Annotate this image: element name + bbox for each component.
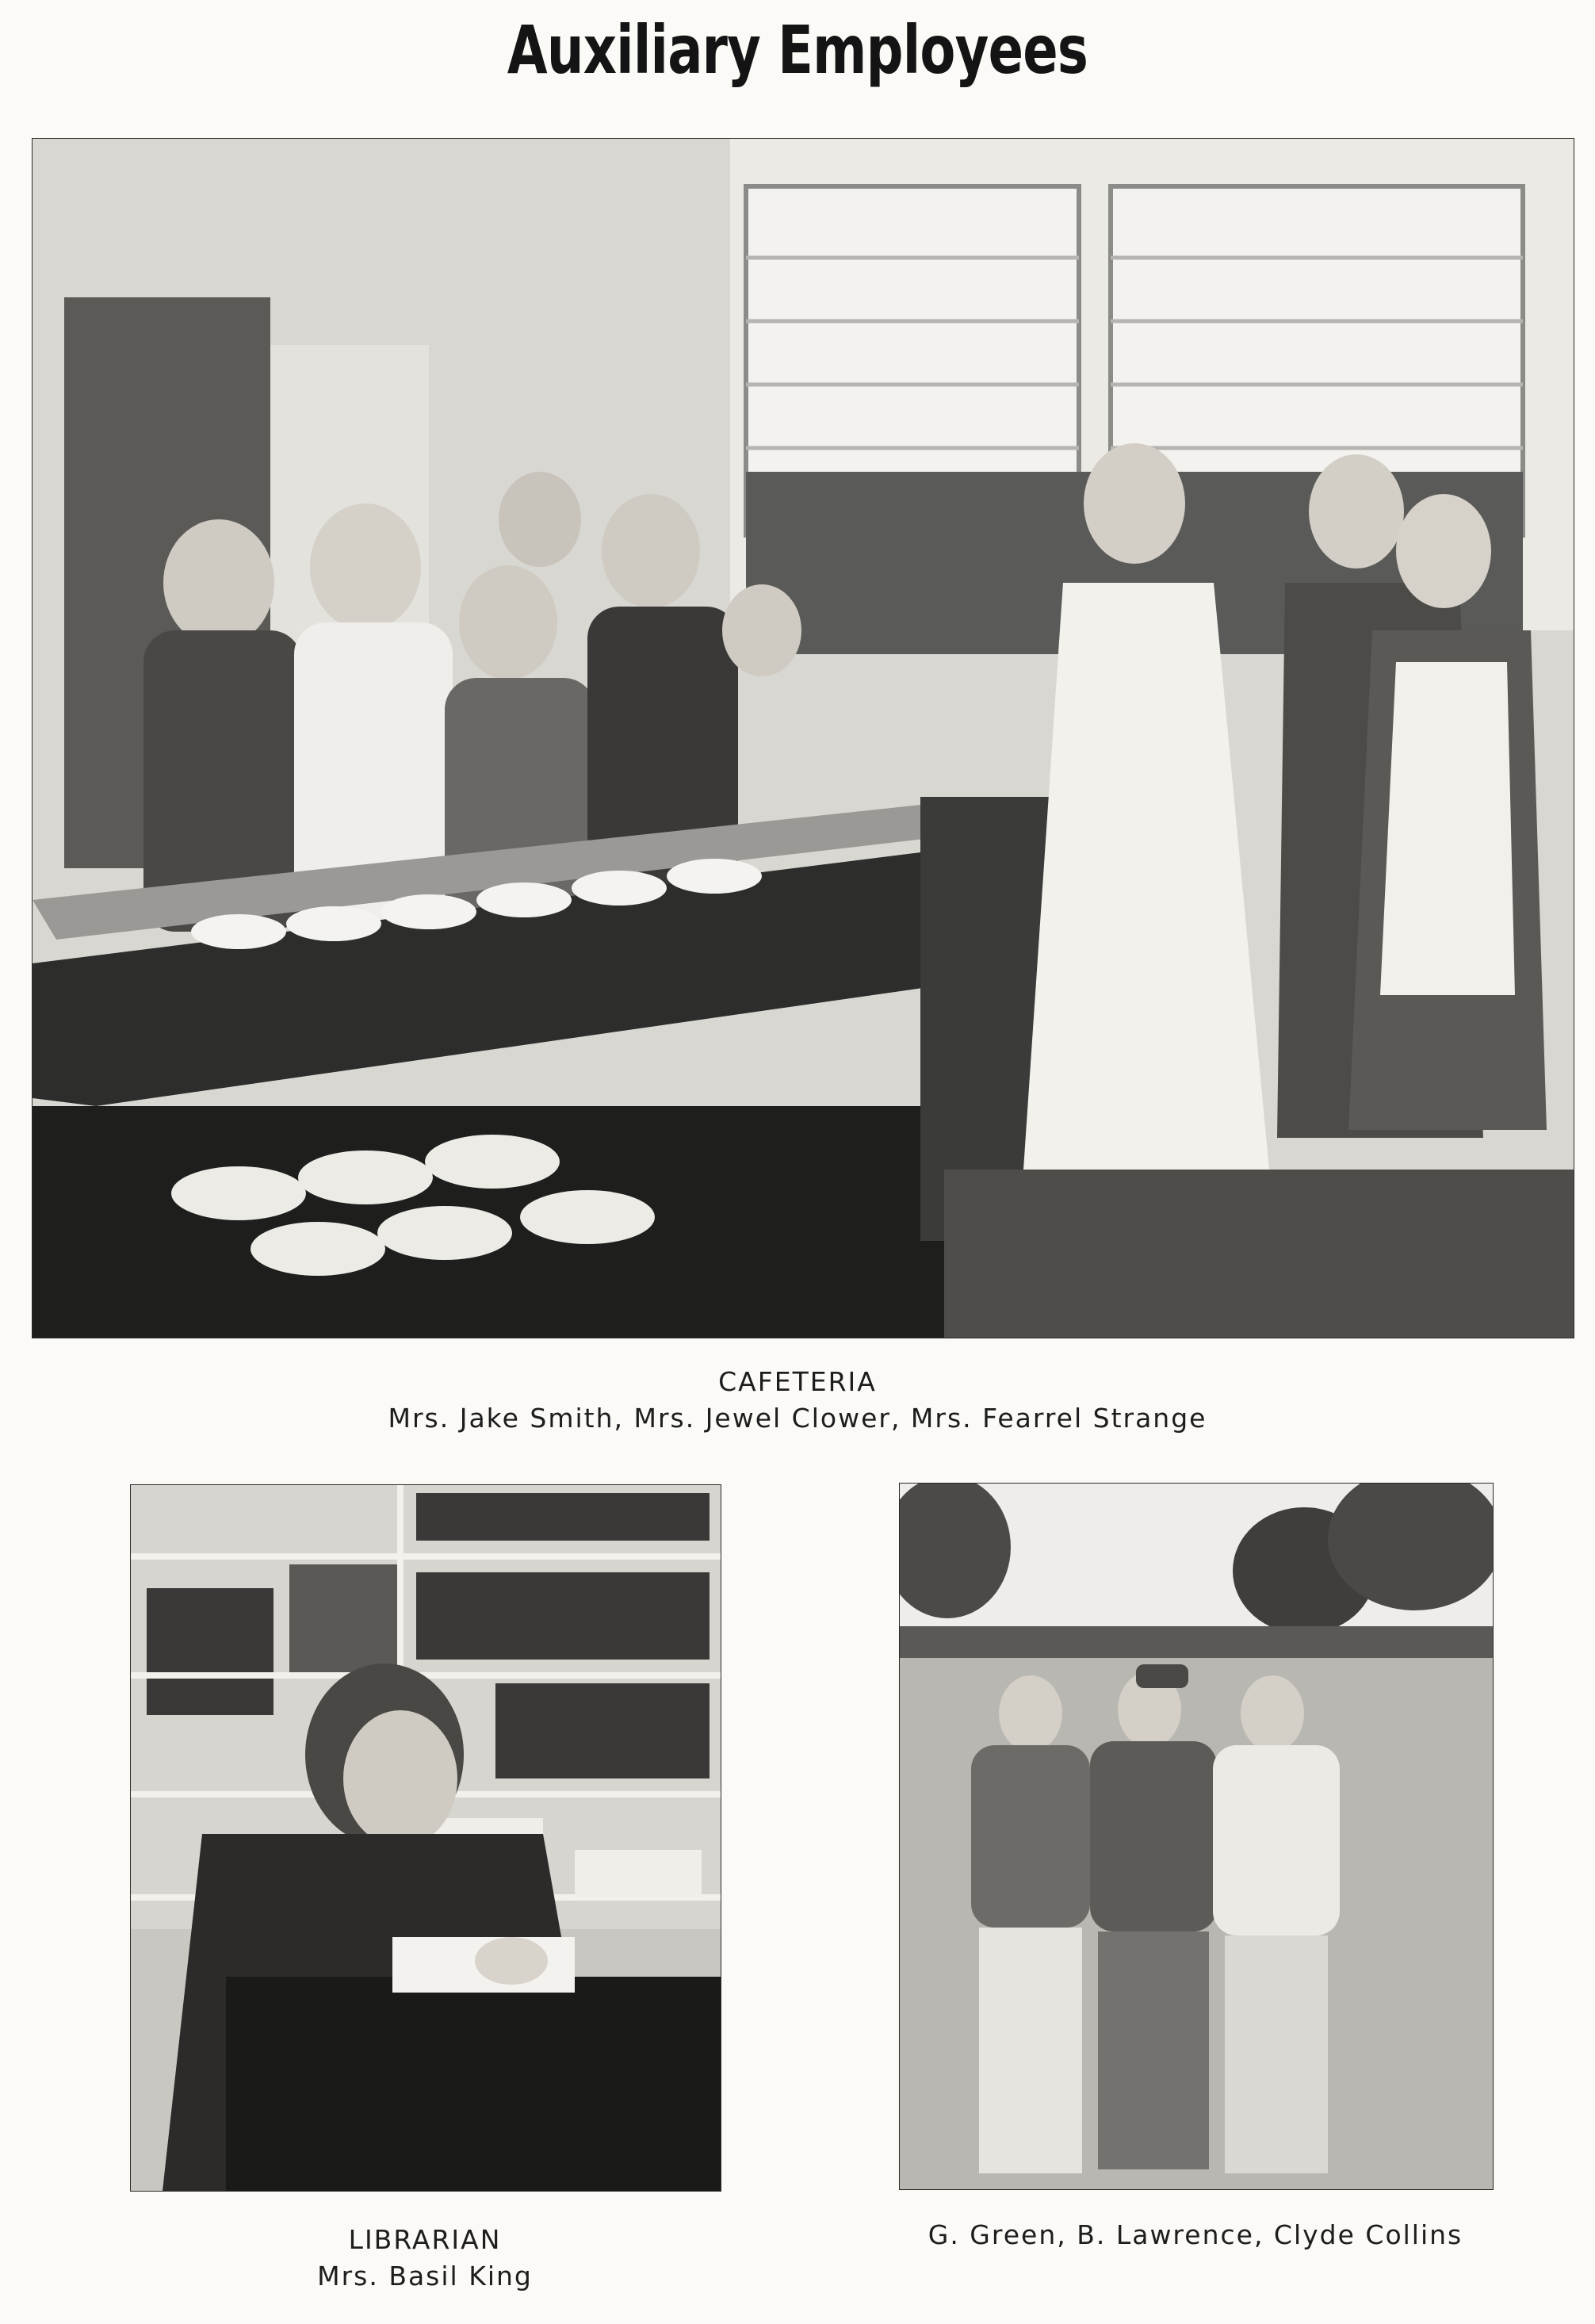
- cafeteria-names: Mrs. Jake Smith, Mrs. Jewel Clower, Mrs. Fearrel Strange: [388, 1403, 1207, 1434]
- librarian-name: Mrs. Basil King: [317, 2261, 533, 2291]
- cafeteria-photo: [32, 138, 1574, 1338]
- cafeteria-caption: [0, 1364, 1595, 1437]
- librarian-heading: LIBRARIAN: [348, 2224, 502, 2255]
- cafeteria-photo-image: [33, 139, 1574, 1338]
- librarian-caption: [130, 2222, 720, 2295]
- librarian-photo-image: [131, 1485, 721, 2191]
- custodians-photo: [899, 1483, 1494, 2190]
- librarian-photo: [130, 1484, 721, 2192]
- custodians-names: G. Green, B. Lawrence, Clyde Collins: [928, 2219, 1463, 2250]
- cafeteria-heading: CAFETERIA: [718, 1366, 877, 1397]
- page-title: Auxiliary Employees: [507, 11, 1088, 89]
- custodians-photo-image: [900, 1484, 1493, 2189]
- custodians-caption: [899, 2217, 1492, 2253]
